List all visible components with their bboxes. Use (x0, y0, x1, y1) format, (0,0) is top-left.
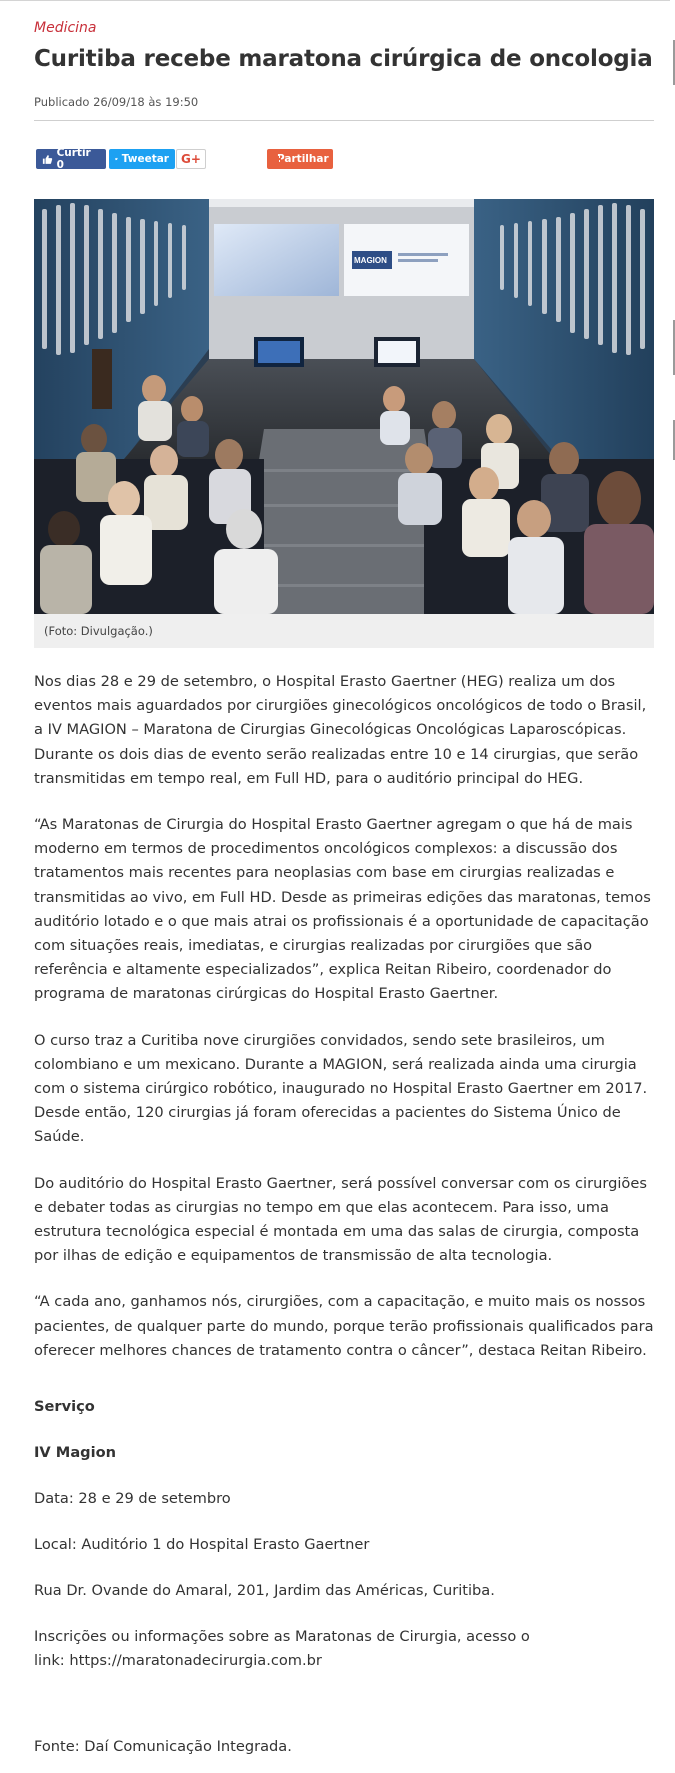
googleplus-label: G+ (181, 152, 201, 166)
slide-text: MAGION (354, 256, 387, 265)
share-label: Partilhar (277, 153, 329, 165)
twitter-tweet-button[interactable] (109, 149, 175, 169)
article-figure (34, 199, 654, 648)
service-section (34, 1395, 654, 1695)
paragraph: “As Maratonas de Cirurgia do Hospital Erasto Gaertner agregam o que há de mais moderno em termos de procedimentos oncológicos complexos: a discussão dos tratamentos mais recentes para neoplasias com base em cirurgias realizadas e transmitidas ao vivo, em Full HD. Desde as primeiras edições das maratonas, temos auditório lotado e o que mais atrai os profissionais é a oportunidade de capacitação com situações reais, imediatas, e cirurgias realizadas por cirurgiões que são referência e altamente especializados”, explica Reitan Ribeiro, coordenador do programa de maratonas cirúrgicas do Hospital Erasto Gaertner. (34, 816, 651, 1003)
top-rule (0, 0, 670, 1)
info-link[interactable]: https://maratonadecirurgia.com.br (69, 1652, 322, 1669)
bird-icon (115, 154, 118, 164)
header-divider (34, 120, 654, 121)
paragraph: Nos dias 28 e 29 de setembro, o Hospital Erasto Gaertner (HEG) realiza um dos eventos mais aguardados por cirurgiões ginecológicos oncológicos de todo o Brasil, a IV MAGION – Maratona de Cirurgias Ginecológicas Oncológicas Laparoscópicas. Durante os dois dias de evento serão realizadas entre 10 e 14 cirurgias, que serão transmitidas em tempo real, em Full HD, para o auditório principal do HEG. (34, 673, 647, 787)
facebook-like-button[interactable] (36, 149, 106, 169)
article-title: Curitiba recebe maratona cirúrgica de oncologia (34, 46, 653, 72)
publish-date: Publicado 26/09/18 às 19:50 (34, 95, 199, 109)
share-button[interactable] (267, 149, 333, 169)
paragraph: “A cada ano, ganhamos nós, cirurgiões, com a capacitação, e muito mais os nossos pacientes, de qualquer parte do mundo, porque terão profissionais qualificados para oferecer melhores chances de tratamento contra o câncer”, destaca Reitan Ribeiro. (34, 1293, 654, 1359)
paragraph: O curso traz a Curitiba nove cirurgiões convidados, sendo sete brasileiros, um colombiano e um mexicano. Durante a MAGION, será realizada ainda uma cirurgia com o sistema cirúrgico robótico, inaugurado no Hospital Erasto Gaertner em 2017. Desde então, 120 cirurgias já foram oferecidas a pacientes do Sistema Único de Saúde. (34, 1031, 648, 1146)
twitter-tweet-label: Tweetar (121, 153, 169, 165)
event-address: Rua Dr. Ovande do Amaral, 201, Jardim das Américas, Curitiba. (34, 1582, 495, 1599)
article-body (34, 670, 654, 1385)
event-venue: Local: Auditório 1 do Hospital Erasto Gaertner (34, 1536, 370, 1553)
article-source: Fonte: Daí Comunicação Integrada. (34, 1738, 292, 1755)
event-info (34, 1625, 654, 1673)
event-date: Data: 28 e 29 de setembro (34, 1490, 231, 1507)
facebook-like-label: Curtir 0 (56, 147, 91, 171)
googleplus-button[interactable] (176, 149, 206, 169)
info-text: Inscrições ou informações sobre as Maratonas de Cirurgia, acesso o (34, 1628, 530, 1645)
category-link[interactable]: Medicina (34, 20, 97, 36)
page-edge (670, 0, 675, 1773)
photo-caption: (Foto: Divulgação.) (34, 614, 654, 648)
event-name: IV Magion (34, 1444, 117, 1461)
info-link-prefix: link: (34, 1652, 70, 1669)
thumbs-up-icon (42, 154, 53, 165)
paragraph: Do auditório do Hospital Erasto Gaertner, será possível conversar com os cirurgiões e debater todas as cirurgias no tempo em que elas acontecem. Para isso, uma estrutura tecnológica especial é montada em uma das salas de cirurgia, composta por ilhas de edição e equipamentos de transmissão de alta tecnologia. (34, 1174, 647, 1265)
service-heading: Serviço (34, 1398, 95, 1415)
auditorium-photo (34, 199, 654, 614)
